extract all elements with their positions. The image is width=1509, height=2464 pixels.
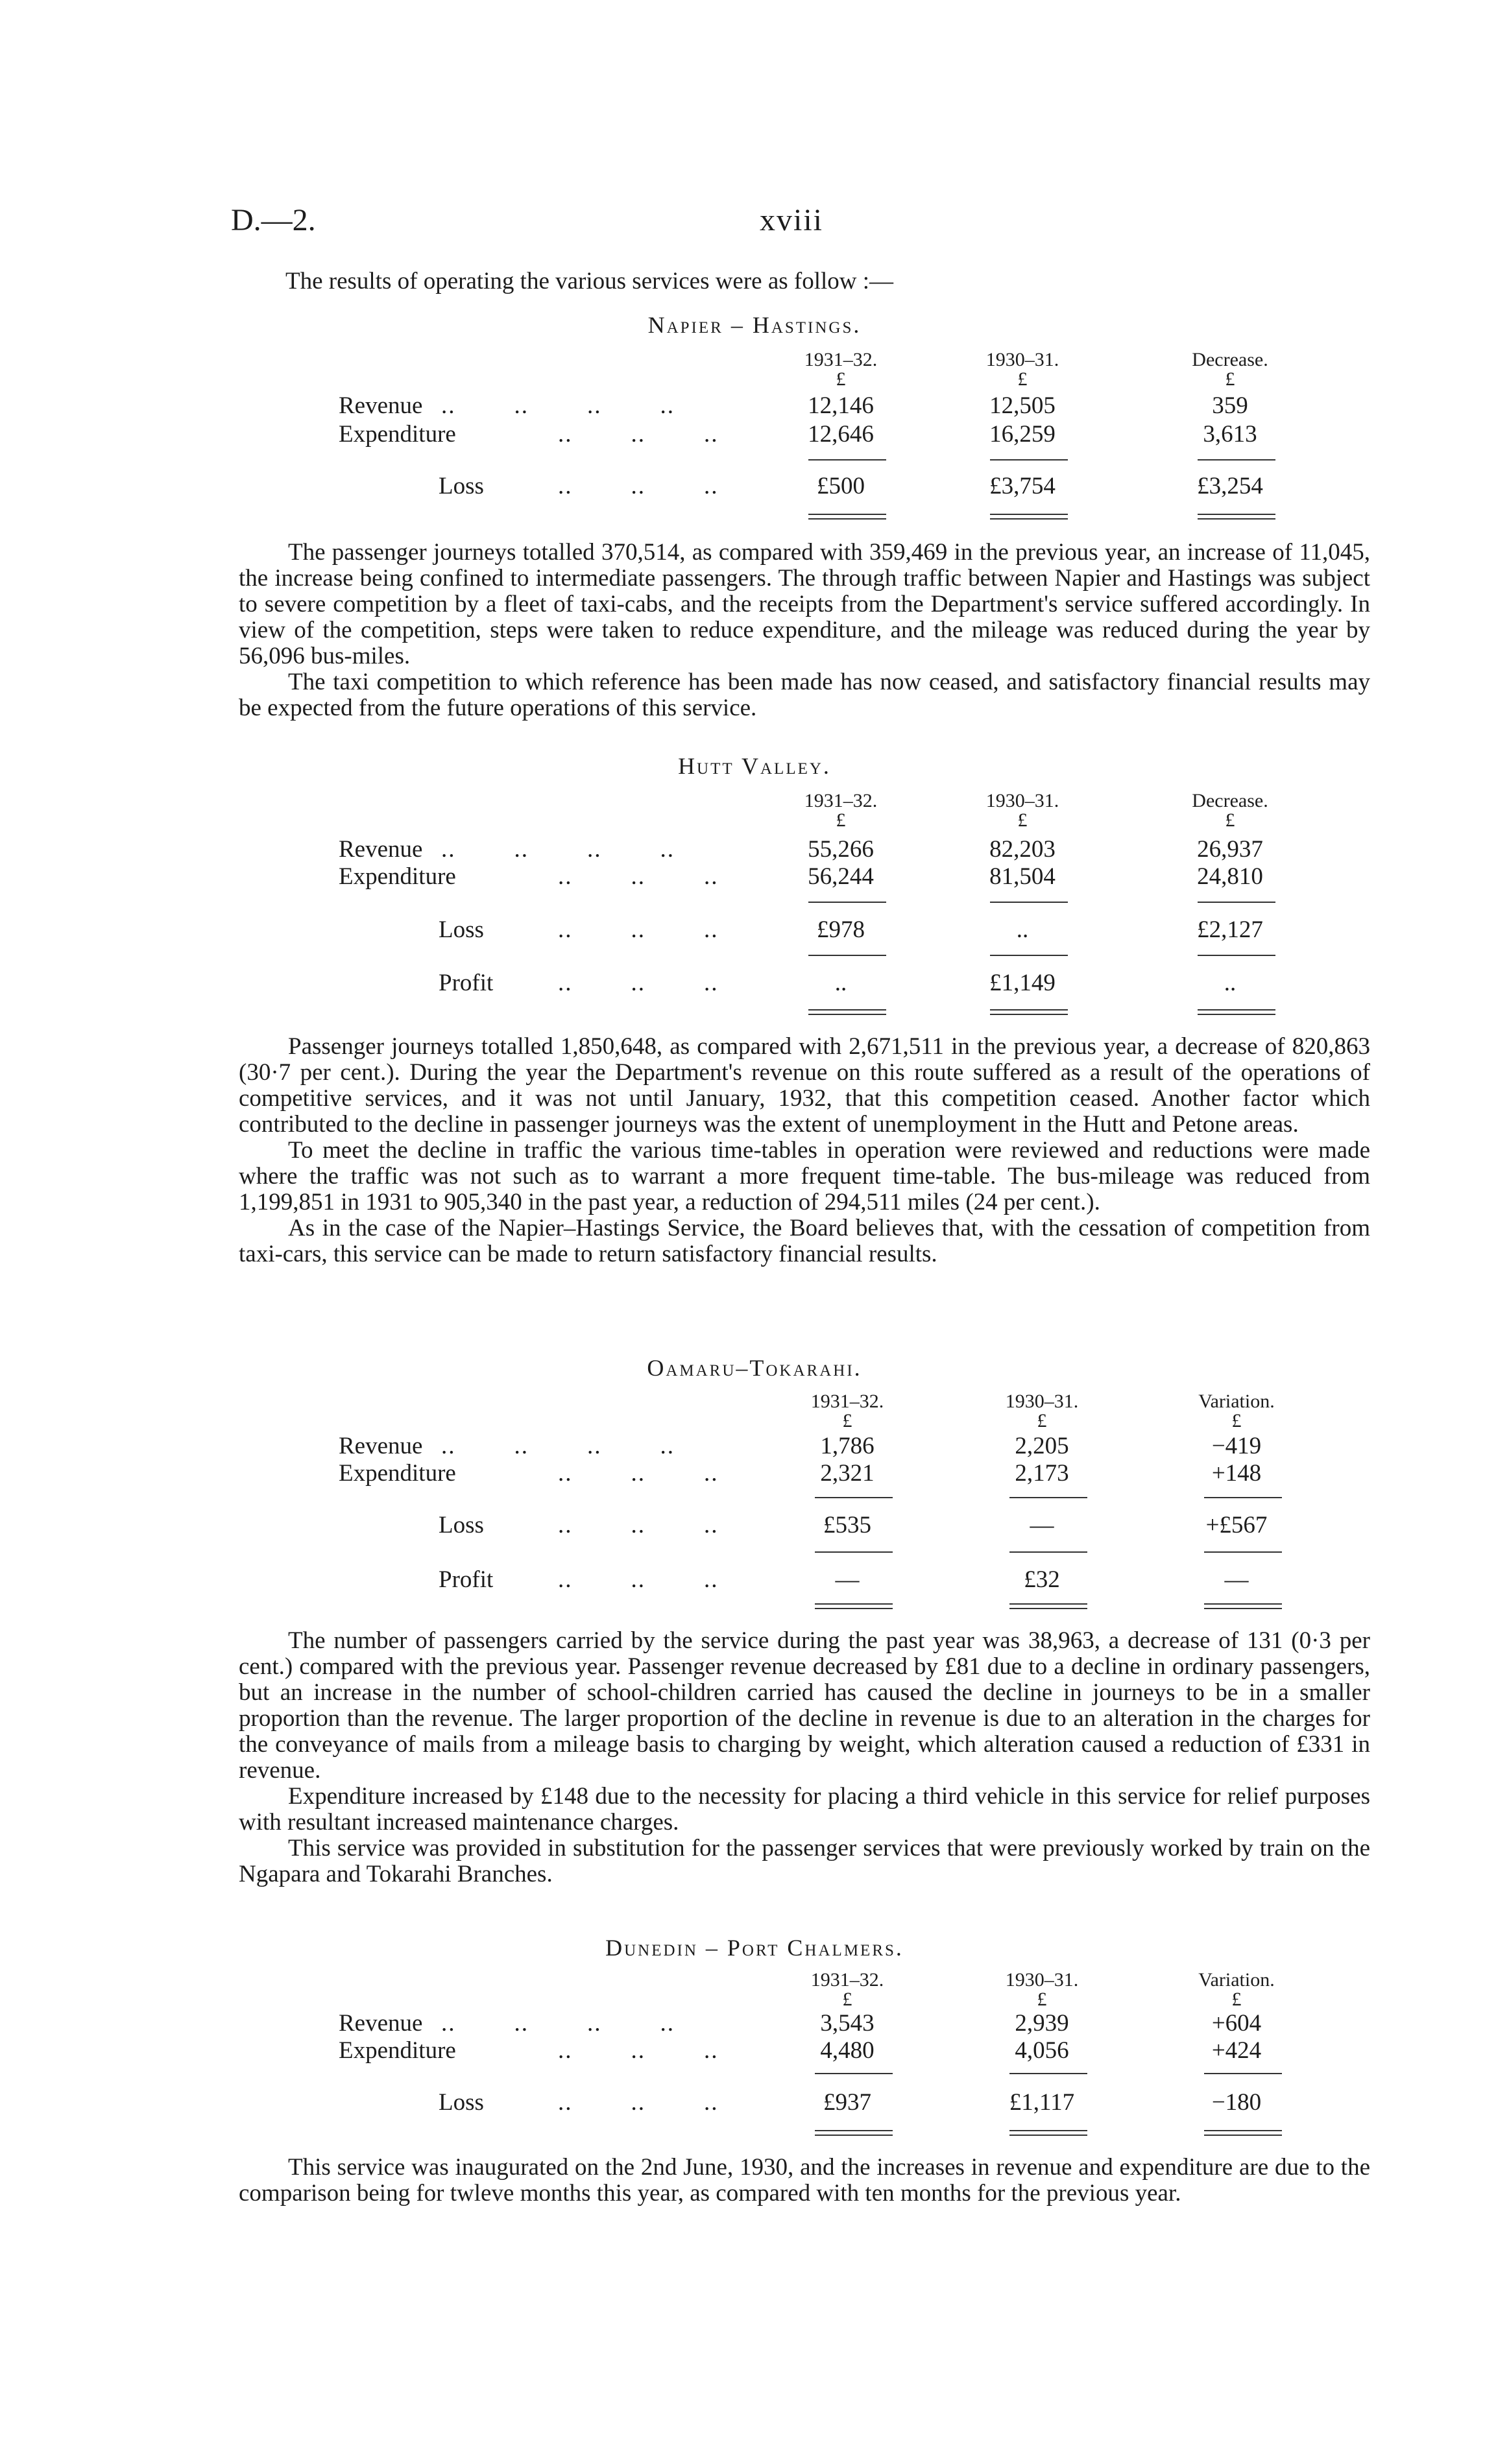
table-cell: 3,543	[820, 2010, 875, 2037]
paragraph: This service was provided in substitution for the passenger services that were previously worked by train on the Ngapara and Tokarahi Branches.	[239, 1835, 1370, 1887]
row-label: Revenue	[339, 392, 423, 419]
total-double-rule	[1009, 1603, 1087, 1609]
total-double-rule	[990, 514, 1068, 520]
column-header: 1930–31.	[1005, 1391, 1079, 1412]
page-reference: D.—2.	[231, 203, 316, 237]
table-cell: 16,259	[989, 421, 1056, 448]
row-label: Expenditure	[339, 421, 456, 448]
row-label: Profit	[439, 970, 494, 996]
column-unit: £	[842, 1989, 852, 2010]
row-label: Expenditure	[339, 1460, 456, 1487]
total-double-rule	[808, 514, 886, 520]
column-header: 1931–32.	[804, 790, 878, 811]
leader-dots: .. .. ..	[558, 916, 719, 943]
table-cell: 12,505	[989, 392, 1056, 419]
table-cell: −180	[1211, 2089, 1262, 2116]
table-cell: 2,939	[1015, 2010, 1069, 2037]
sum-rule	[1204, 1551, 1282, 1553]
column-unit: £	[1225, 809, 1235, 831]
table-cell: —	[1224, 1566, 1249, 1593]
table-cell: +604	[1211, 2010, 1262, 2037]
table-cell: ..	[834, 970, 847, 996]
table-cell: 359	[1212, 392, 1248, 419]
table-cell: −419	[1211, 1433, 1262, 1459]
table-cell: £535	[823, 1512, 871, 1538]
row-label: Revenue	[339, 1433, 423, 1459]
paragraph-block-napier	[239, 540, 1370, 721]
paragraph: The taxi competition to which reference has been made has now ceased, and satisfactory financial results may be expected from the future operations of this service.	[239, 669, 1370, 721]
table-cell: 4,480	[820, 2037, 875, 2064]
total-double-rule	[1198, 514, 1275, 520]
column-unit: £	[1017, 809, 1028, 831]
paragraph: Passenger journeys totalled 1,850,648, as compared with 2,671,511 in the previous year, a decrease of 820,863 (30·7 per cent.). During the year the Department's revenue on this route suffered as a result of the operations of competitive services, and it was not until January, 1932, that this competition ceased. Another factor which contributed to the decline in passenger journeys was the extent of unemployment in the Hutt and Petone areas.	[239, 1033, 1370, 1138]
table-cell: £3,254	[1197, 473, 1263, 499]
sum-rule	[1198, 459, 1275, 461]
sum-rule	[808, 459, 886, 461]
paragraph-block-dunedin	[239, 2155, 1370, 2207]
table-cell: £1,149	[989, 970, 1056, 996]
leader-dots: .. .. ..	[558, 1566, 719, 1593]
row-label: Revenue	[339, 2010, 423, 2037]
table-cell: 3,613	[1203, 421, 1257, 448]
table-title: Hutt Valley.	[678, 753, 831, 779]
sum-rule	[990, 955, 1068, 956]
table-cell: 2,321	[820, 1460, 875, 1487]
table-cell: £937	[823, 2089, 871, 2116]
total-double-rule	[815, 2130, 893, 2136]
table-cell: 12,146	[808, 392, 874, 419]
column-header: 1931–32.	[810, 1391, 884, 1412]
column-unit: £	[836, 368, 846, 390]
sum-rule	[1204, 1497, 1282, 1498]
sum-rule	[990, 459, 1068, 461]
table-title: Napier – Hastings.	[647, 312, 862, 338]
table-cell: 82,203	[989, 836, 1056, 863]
table-cell: +148	[1211, 1460, 1262, 1487]
table-cell: £32	[1024, 1566, 1060, 1593]
row-label: Loss	[439, 1512, 484, 1538]
leader-dots: .. .. ..	[558, 473, 719, 499]
sum-rule	[815, 1497, 893, 1498]
column-unit: £	[1017, 368, 1028, 390]
table-cell: —	[1030, 1512, 1054, 1538]
leader-dots: .. .. ..	[558, 2089, 719, 2116]
leader-dots: .. .. ..	[558, 421, 719, 448]
row-label: Profit	[439, 1566, 494, 1593]
table-cell: £3,754	[989, 473, 1056, 499]
paragraph-block-hutt	[239, 1034, 1370, 1267]
table-cell: ..	[1224, 970, 1237, 996]
paragraph-block-oamaru	[239, 1628, 1370, 1887]
table-cell: 56,244	[808, 863, 874, 890]
row-label: Revenue	[339, 836, 423, 863]
table-cell: 1,786	[820, 1433, 875, 1459]
row-label: Expenditure	[339, 863, 456, 890]
sum-rule	[815, 1551, 893, 1553]
sum-rule	[1009, 1497, 1087, 1498]
leader-dots: .. .. .. ..	[441, 392, 675, 419]
table-cell: 2,205	[1015, 1433, 1069, 1459]
table-cell: £500	[817, 473, 865, 499]
paragraph: The number of passengers carried by the service during the past year was 38,963, a decrease of 131 (0·3 per cent.) compared with the previous year. Passenger revenue decreased by £81 due to a decline in ordinary passengers, but an increase in the number of school-children carried has caused the decline in journeys to be in a smaller proportion than the revenue. The larger proportion of the decline in revenue is due to an alteration in the charges for the conveyance of mails from a mileage basis to charging by weight, which alteration caused a reduction of £331 in revenue.	[239, 1627, 1370, 1784]
total-double-rule	[1204, 1603, 1282, 1609]
leader-dots: .. .. .. ..	[441, 2010, 675, 2037]
row-label: Expenditure	[339, 2037, 456, 2064]
column-header: 1930–31.	[985, 349, 1059, 370]
column-header: 1931–32.	[810, 1969, 884, 1991]
column-unit: £	[1037, 1989, 1047, 2010]
sum-rule	[808, 902, 886, 903]
total-double-rule	[808, 1009, 886, 1015]
table-cell: £1,117	[1009, 2089, 1075, 2116]
paragraph: This service was inaugurated on the 2nd June, 1930, and the increases in revenue and expenditure are due to the comparison being for twleve months this year, as compared with ten months for the previous year.	[239, 2154, 1370, 2207]
row-label: Loss	[439, 473, 484, 499]
column-header: Decrease.	[1192, 790, 1268, 811]
sum-rule	[808, 955, 886, 956]
paragraph: As in the case of the Napier–Hastings Service, the Board believes that, with the cessation of competition from taxi-cars, this service can be made to return satisfactory financial results.	[239, 1215, 1370, 1267]
table-cell: £978	[817, 916, 865, 943]
leader-dots: .. .. ..	[558, 2037, 719, 2064]
column-header: 1930–31.	[985, 790, 1059, 811]
table-cell: 2,173	[1015, 1460, 1069, 1487]
table-cell: 26,937	[1197, 836, 1263, 863]
total-double-rule	[1009, 2130, 1087, 2136]
paragraph: The passenger journeys totalled 370,514, as compared with 359,469 in the previous year, an increase of 11,045, the increase being confined to intermediate passengers. The through traffic between Napier and Hastings was subject to severe competition by a fleet of taxi-cabs, and the receipts from the Department's service suffered accordingly. In view of the competition, steps were taken to reduce expenditure, and the mileage was reduced during the year by 56,096 bus-miles.	[239, 539, 1370, 669]
leader-dots: .. .. .. ..	[441, 836, 675, 863]
table-cell: —	[835, 1566, 860, 1593]
row-label: Loss	[439, 916, 484, 943]
page-number: xviii	[759, 203, 823, 237]
table-cell: 12,646	[808, 421, 874, 448]
table-cell: 24,810	[1197, 863, 1263, 890]
column-unit: £	[1231, 1410, 1242, 1431]
column-unit: £	[836, 809, 846, 831]
column-unit: £	[1225, 368, 1235, 390]
leader-dots: .. .. ..	[558, 1460, 719, 1487]
leader-dots: .. .. ..	[558, 970, 719, 996]
sum-rule	[1009, 2073, 1087, 2074]
total-double-rule	[815, 1603, 893, 1609]
table-title: Dunedin – Port Chalmers.	[605, 1935, 904, 1961]
sum-rule	[815, 2073, 893, 2074]
table-title: Oamaru–Tokarahi.	[647, 1355, 862, 1381]
table-cell: 55,266	[808, 836, 874, 863]
table-cell: ..	[1016, 916, 1029, 943]
column-header: 1931–32.	[804, 349, 878, 370]
row-label: Loss	[439, 2089, 484, 2116]
column-unit: £	[1037, 1410, 1047, 1431]
table-cell: £2,127	[1197, 916, 1263, 943]
intro-sentence: The results of operating the various services were as follow :—	[285, 268, 894, 294]
column-header: 1930–31.	[1005, 1969, 1079, 1991]
sum-rule	[990, 902, 1068, 903]
total-double-rule	[1204, 2130, 1282, 2136]
leader-dots: .. .. ..	[558, 1512, 719, 1538]
sum-rule	[1204, 2073, 1282, 2074]
column-header: Decrease.	[1192, 349, 1268, 370]
column-unit: £	[1231, 1989, 1242, 2010]
column-header: Variation.	[1198, 1391, 1275, 1412]
paragraph: Expenditure increased by £148 due to the necessity for placing a third vehicle in this service for relief purposes with resultant increased maintenance charges.	[239, 1783, 1370, 1836]
table-cell: 81,504	[989, 863, 1056, 890]
column-unit: £	[842, 1410, 852, 1431]
leader-dots: .. .. .. ..	[441, 1433, 675, 1459]
total-double-rule	[1198, 1009, 1275, 1015]
table-cell: +424	[1211, 2037, 1262, 2064]
table-cell: +£567	[1205, 1512, 1268, 1538]
table-cell: 4,056	[1015, 2037, 1069, 2064]
sum-rule	[1198, 955, 1275, 956]
leader-dots: .. .. ..	[558, 863, 719, 890]
paragraph: To meet the decline in traffic the various time-tables in operation were reviewed and reductions were made where the traffic was not such as to warrant a more frequent time-table. The bus-mileage was reduced from 1,199,851 in 1931 to 905,340 in the past year, a reduction of 294,511 miles (24 per cent.).	[239, 1137, 1370, 1215]
total-double-rule	[990, 1009, 1068, 1015]
sum-rule	[1009, 1551, 1087, 1553]
sum-rule	[1198, 902, 1275, 903]
column-header: Variation.	[1198, 1969, 1275, 1991]
